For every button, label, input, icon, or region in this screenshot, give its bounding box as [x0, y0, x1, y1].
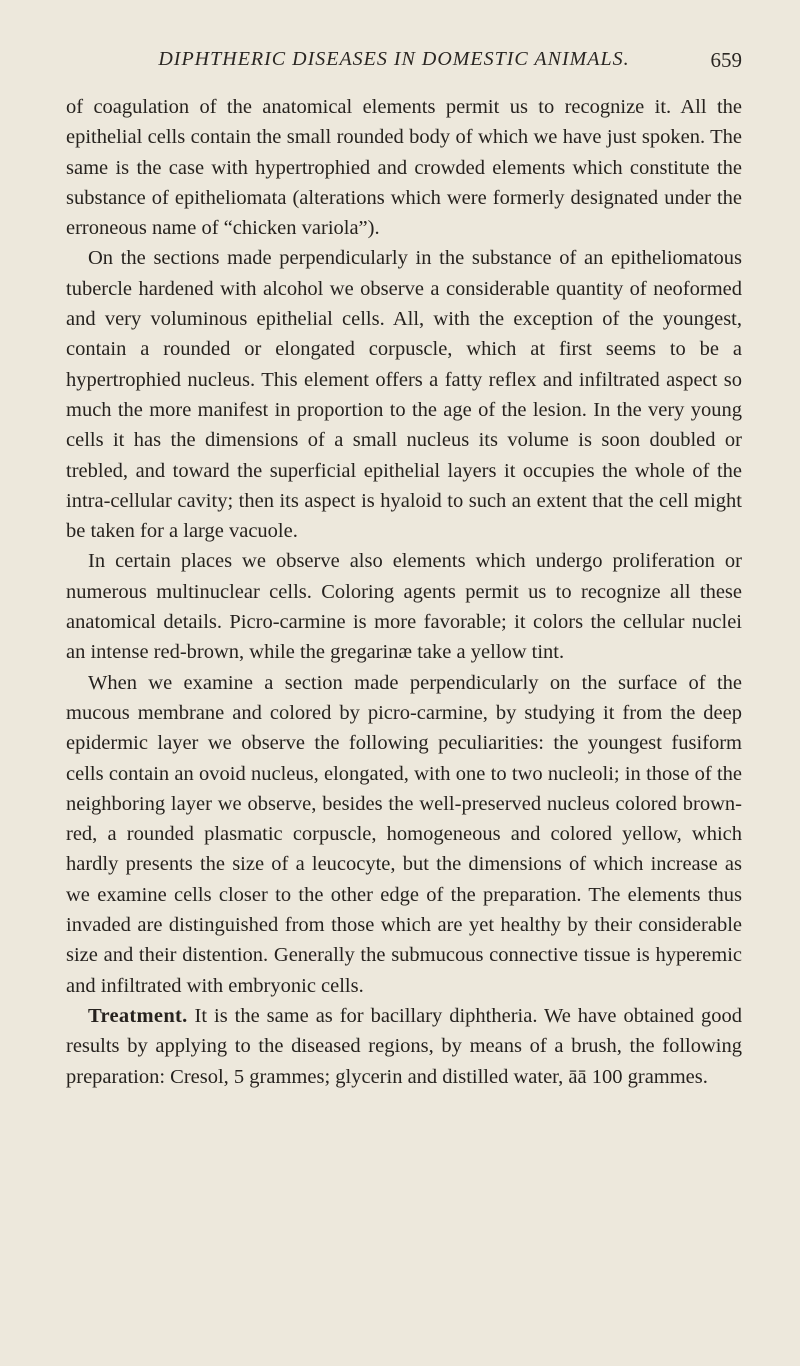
running-head [66, 48, 742, 78]
paragraph-5 [66, 1001, 742, 1092]
paragraph-3: In certain places we observe also elements which undergo proliferation or numerous multinuclear cells. Coloring agents permit us to recognize all these anatomical details. Picro-carmine is more favorable; it colors the cellular nuclei an intense red-brown, while the gregarinæ take a yellow tint. [66, 550, 742, 664]
paragraph-1: of coagulation of the anatomical elements permit us to recognize it. All the epithelial cells contain the small rounded body of which we have just spoken. The same is the case with hypertrophied and crowded elements which constitute the substance of epitheliomata (alterations which were formerly designated under the erroneous name of “chicken variola”). [66, 96, 742, 240]
treatment-text: It is the same as for bacillary diphtheria. We have obtained good results by applying to the diseased regions, by means of a brush, the following preparation: Cresol, 5 grammes; glycerin and distilled water, āā 100 grammes. [66, 1004, 742, 1088]
running-title: DIPHTHERIC DISEASES IN DOMESTIC ANIMALS. [158, 48, 630, 70]
treatment-heading: Treatment. [88, 1004, 188, 1027]
page-number: 659 [710, 48, 742, 72]
paragraph-2: On the sections made perpendicularly in the substance of an epitheliomatous tubercle hardened with alcohol we observe a considerable quantity of neoformed and very voluminous epithelial cells. All, with the exception of the youngest, contain a rounded or elongated corpuscle, which at first seems to be a hypertrophied nucleus. This element offers a fatty reflex and infiltrated aspect so much the more manifest in proportion to the age of the lesion. In the very young cells it has the dimensions of a small nucleus its volume is soon doubled or trebled, and toward the superficial epithelial layers it occupies the whole of the intra-cellular cavity; then its aspect is hyaloid to such an extent that the cell might be taken for a large vacuole. [66, 247, 742, 543]
body-text [66, 92, 742, 1092]
paragraph-4: When we examine a section made perpendicularly on the surface of the mucous membrane and colored by picro-carmine, by studying it from the deep epidermic layer we observe the following peculiarities: the youngest fusiform cells contain an ovoid nucleus, elongated, with one to two nucleoli; in those of the neighboring layer we observe, besides the well-preserved nucleus colored brown-red, a rounded plasmatic corpuscle, homogeneous and colored yellow, which hardly presents the size of a leucocyte, but the dimensions of which increase as we examine cells closer to the other edge of the preparation. The elements thus invaded are distinguished from those which are yet healthy by their considerable size and their distention. Generally the submucous connective tissue is hyperemic and infiltrated with embryonic cells. [66, 671, 742, 997]
